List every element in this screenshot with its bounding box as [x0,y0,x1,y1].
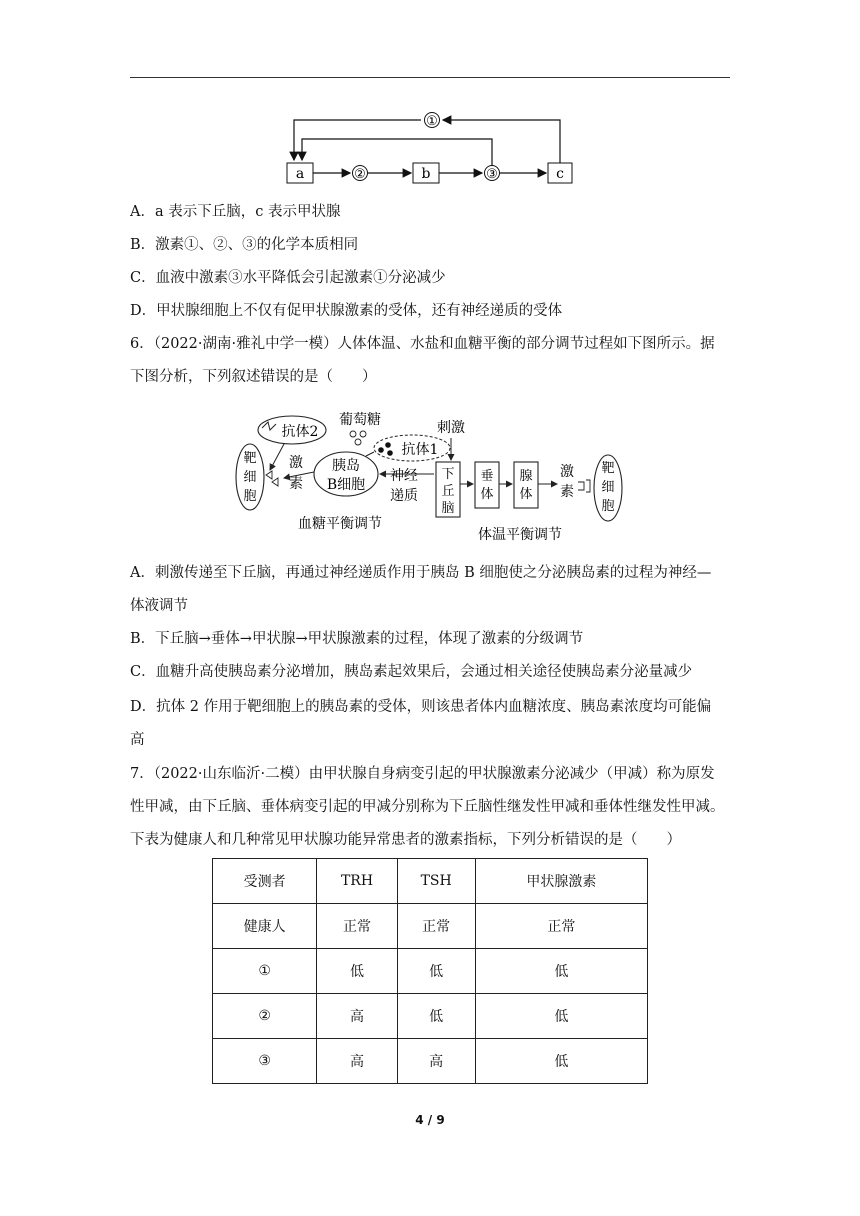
table-cell: ② [213,994,317,1039]
svg-text:B细胞: B细胞 [326,477,366,493]
table-cell: 低 [475,1039,647,1084]
svg-text:胞: 胞 [243,489,257,504]
table-cell: 正常 [475,904,647,949]
table-cell: 高 [317,1039,397,1084]
q5-option-b: B．激素①、②、③的化学本质相同 [130,237,359,253]
svg-text:细: 细 [243,470,257,485]
table-row [213,994,648,1039]
glucose-label: 葡萄糖 [339,412,381,428]
svg-text:胞: 胞 [601,499,615,514]
table-cell: 低 [397,994,475,1039]
feedback-line-right [443,120,560,164]
table-cell: 高 [397,1039,475,1084]
table-header: TSH [397,859,475,904]
table-cell: 健康人 [213,904,317,949]
svg-text:靶: 靶 [601,461,615,476]
q7-stem-line2: 性甲减，由下丘脑、垂体病变引起的甲减分别称为下丘脑性继发性甲减和垂体性继发性甲减。 [130,799,725,815]
svg-text:激: 激 [289,455,303,471]
table-cell: 高 [317,994,397,1039]
svg-text:①: ① [426,114,438,129]
table-row [213,949,648,994]
svg-text:②: ② [354,167,366,182]
q6-stem-line1: 6．（2022·湖南·雅礼中学一模）人体体温、水盐和血糖平衡的部分调节过程如下图所示。据 [130,336,715,352]
svg-text:丘: 丘 [441,484,455,499]
svg-text:③: ③ [486,167,498,182]
q6-stem-line2: 下图分析，下列叙述错误的是（ ） [130,369,377,385]
table-cell: ③ [213,1039,317,1084]
table-row [213,1039,648,1084]
temperature-regulation-caption: 体温平衡调节 [478,527,562,543]
page-number: 4 / 9 [415,1113,445,1127]
table-cell: 低 [475,994,647,1039]
svg-text:靶: 靶 [243,451,257,466]
svg-text:体: 体 [519,487,533,502]
q6-option-a: A．刺激传递至下丘脑，再通过神经递质作用于胰岛 B 细胞使之分泌胰岛素的过程为神经— [130,565,712,581]
table-header: 受测者 [213,859,317,904]
svg-text:递质: 递质 [390,488,418,504]
q6-option-d-cont: 高 [130,732,145,748]
svg-text:体: 体 [480,487,494,502]
svg-text:b: b [421,166,431,182]
regulation-diagram [232,400,632,545]
antibody2-label: 抗体2 [281,424,319,440]
hormone-feedback-diagram [280,105,580,190]
table-cell: 低 [475,949,647,994]
svg-text:激: 激 [560,464,574,480]
stimulus-label: 刺激 [437,420,465,436]
table-header: 甲状腺激素 [475,859,647,904]
svg-text:下: 下 [441,467,455,482]
table-cell: 正常 [317,904,397,949]
q5-option-c: C．血液中激素③水平降低会引起激素①分泌减少 [130,270,446,286]
feedback-line-left [294,120,421,160]
table-cell: 低 [397,949,475,994]
q5-option-d: D．甲状腺细胞上不仅有促甲状腺激素的受体，还有神经递质的受体 [130,303,563,319]
svg-text:腺: 腺 [519,469,533,484]
svg-text:细: 细 [601,480,615,495]
header-rule [130,77,730,78]
table-header-row [213,859,648,904]
hormone-table [212,858,648,1084]
svg-text:神经: 神经 [390,468,418,484]
antibody1-label: 抗体1 [401,442,439,458]
table-row [213,904,648,949]
svg-text:素: 素 [289,476,303,492]
svg-text:素: 素 [560,484,574,500]
q6-option-c: C．血糖升高使胰岛素分泌增加，胰岛素起效果后，会通过相关途径使胰岛素分泌量减少 [130,664,693,680]
table-cell: 低 [317,949,397,994]
svg-text:a: a [295,166,305,182]
svg-text:脑: 脑 [441,501,455,516]
svg-text:c: c [556,166,564,182]
q5-option-a: A．a 表示下丘脑，c 表示甲状腺 [130,204,341,220]
table-cell: 正常 [397,904,475,949]
q6-option-d: D．抗体 2 作用于靶细胞上的胰岛素的受体，则该患者体内血糖浓度、胰岛素浓度均可能偏 [130,699,712,715]
table-header: TRH [317,859,397,904]
svg-text:胰岛: 胰岛 [332,458,360,474]
q6-option-b: B．下丘脑→垂体→甲状腺→甲状腺激素的过程，体现了激素的分级调节 [130,631,584,647]
q7-stem-line3: 下表为健康人和几种常见甲状腺功能异常患者的激素指标，下列分析错误的是（ ） [130,832,681,848]
q7-stem-line1: 7．（2022·山东临沂·二模）由甲状腺自身病变引起的甲状腺激素分泌减少（甲减）称为原发 [130,766,715,782]
table-cell: ① [213,949,317,994]
inner-feedback-line [302,139,492,166]
q6-option-a-cont: 体液调节 [130,598,188,614]
svg-text:垂: 垂 [480,469,494,484]
glucose-regulation-caption: 血糖平衡调节 [298,516,382,532]
